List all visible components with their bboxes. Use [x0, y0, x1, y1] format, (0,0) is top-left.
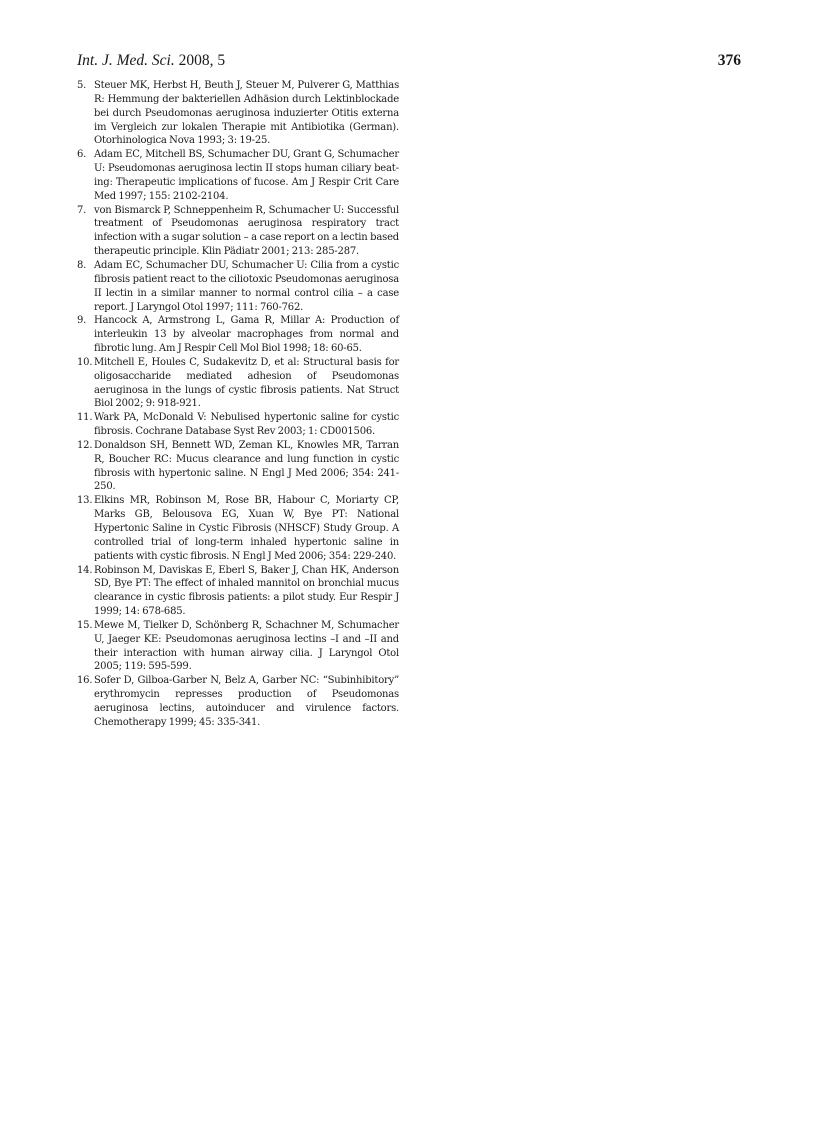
reference-item [77, 356, 399, 411]
reference-item [77, 674, 399, 729]
reference-item [77, 564, 399, 619]
reference-number: 11. [77, 412, 93, 424]
reference-text: Robinson M, Daviskas E, Eberl S, Baker J, Chan HK, Anderson SD, Bye PT: The effect of inhaled mannitol on bronchial mucus clearance in cystic fibrosis patients: a pilot study. Eur Respir J 1999; 14: 678-685. [94, 564, 399, 618]
reference-item [77, 79, 399, 148]
reference-number: 10. [77, 356, 93, 368]
reference-item [77, 439, 399, 494]
journal-abbrev: Int. J. Med. Sci. [77, 52, 175, 69]
reference-text: Elkins MR, Robinson M, Rose BR, Habour C, Moriarty CP, Marks GB, Belousova EG, Xuan W, Bye PT: National Hypertonic Saline in Cystic Fibrosis (NHSCF) Study Group. A controlled trial of long-term inhaled hypertonic saline in patients with cystic fibrosis. N Engl J Med 2006; 354: 229-240. [94, 495, 399, 562]
reference-text: Donaldson SH, Bennett WD, Zeman KL, Knowles MR, Tarran R, Boucher RC: Mucus clearance and lung function in cystic fibrosis with hypertonic saline. N Engl J Med 2006; 354: 241-250. [94, 439, 399, 493]
reference-number: 16. [77, 675, 93, 687]
reference-item [77, 204, 399, 259]
reference-item [77, 259, 399, 314]
reference-number: 12. [77, 439, 93, 451]
reference-item [77, 494, 399, 563]
page-header [77, 51, 741, 71]
reference-list [77, 79, 399, 730]
reference-number: 9. [77, 315, 87, 327]
page-number: 376 [717, 52, 741, 69]
reference-text: Adam EC, Schumacher DU, Schumacher U: Cilia from a cystic fibrosis patient react to the ciliotoxic Pseudomonas aeruginosa II lectin in a similar manner to normal control cilia – a case report. J Laryngol Otol 1997; 111: 760-762. [94, 259, 399, 313]
reference-item [77, 411, 399, 439]
reference-text: Sofer D, Gilboa-Garber N, Belz A, Garber NC: “Subinhibitory” erythromycin represses production of Pseudomonas aeruginosa lectins, autoinducer and virulence factors. Chemotherapy 1999; 45: 335-341. [94, 675, 399, 728]
journal-citation [77, 51, 225, 71]
reference-text: Mewe M, Tielker D, Schönberg R, Schachner M, Schumacher U, Jaeger KE: Pseudomonas aeruginosa lectins –I and –II and their interaction with human airway cilia. J Laryngol Otol 2005; 119: 595-599. [94, 619, 399, 673]
reference-text: von Bismarck P, Schneppenheim R, Schumacher U: Successful treatment of Pseudomonas aeruginosa respiratory tract infection with a sugar solution – a case report on a lectin based therapeutic principle. Klin Pädiatr 2001; 213: 285-287. [94, 204, 399, 258]
reference-text: Hancock A, Armstrong L, Gama R, Millar A: Production of interleukin 13 by alveolar macrophages from normal and fibrotic lung. Am J Respir Cell Mol Biol 1998; 18: 60-65. [94, 315, 399, 355]
reference-number: 6. [77, 149, 87, 161]
reference-number: 7. [77, 204, 87, 216]
reference-item [77, 314, 399, 356]
reference-text: Adam EC, Mitchell BS, Schumacher DU, Grant G, Schumacher U: Pseudomonas aeruginosa lectin II stops human ciliary beating: Therapeutic implications of fucose. Am J Respir Crit Care Med 1997; 155: 2102-2104. [94, 149, 399, 202]
reference-text: Wark PA, McDonald V: Nebulised hypertonic saline for cystic fibrosis. Cochrane Database Syst Rev 2003; 1: CD001506. [94, 412, 399, 438]
reference-number: 8. [77, 259, 87, 271]
reference-number: 5. [77, 80, 87, 91]
reference-number: 15. [77, 619, 93, 631]
reference-text: Steuer MK, Herbst H, Beuth J, Steuer M, Pulverer G, Matthias R: Hemmung der bakteriellen Adhäsion durch Lektinblockade bei durch Pseudomonas aeruginosa induzierter Otitis externa im Vergleich zur lokalen Therapie mit Antibiotika (German). Otorhinologica Nova 1993; 3: 19-25. [94, 80, 399, 147]
reference-item [77, 148, 399, 203]
reference-number: 14. [77, 564, 93, 576]
reference-number: 13. [77, 495, 93, 507]
journal-year-volume: 2008, 5 [174, 52, 226, 69]
reference-item [77, 619, 399, 674]
reference-text: Mitchell E, Houles C, Sudakevitz D, et al: Structural basis for oligosaccharide mediated adhesion of Pseudomonas aeruginosa in the lungs of cystic fibrosis patients. Nat Struct Biol 2002; 9: 918-921. [94, 356, 399, 410]
